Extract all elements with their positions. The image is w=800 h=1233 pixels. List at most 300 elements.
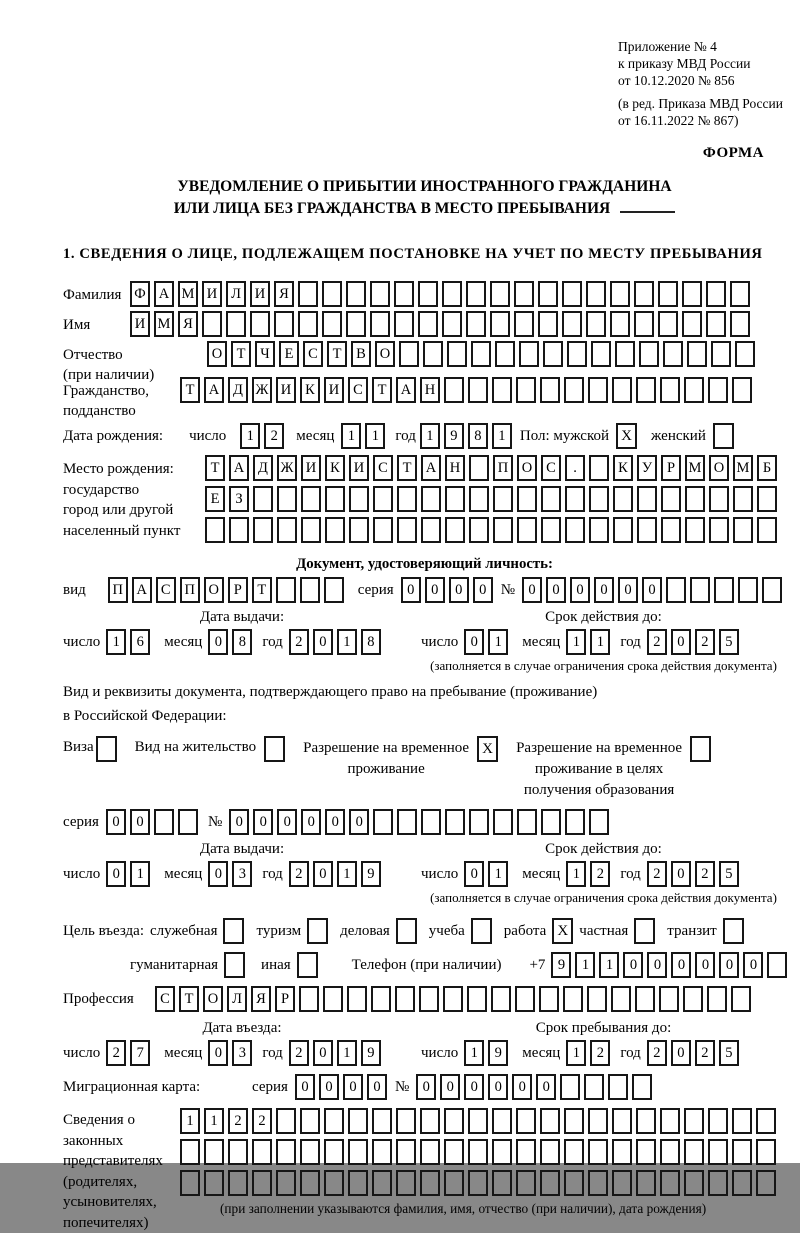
- char-cell: [565, 517, 585, 543]
- char-cell: И: [276, 377, 296, 403]
- char-cell: [589, 517, 609, 543]
- iddoc-valid-col: [421, 609, 786, 674]
- char-cell: 0: [319, 1074, 339, 1100]
- mc-number-label: №: [395, 1079, 409, 1096]
- edu-permit-label-line1: Разрешение на временное: [516, 738, 682, 759]
- char-cell: [276, 1108, 296, 1134]
- char-cell: [347, 986, 367, 1012]
- char-cell: [588, 377, 608, 403]
- representatives-label-line2: законных: [63, 1131, 180, 1152]
- char-cell: [298, 281, 318, 307]
- char-cell: [445, 809, 465, 835]
- char-cell: [682, 311, 702, 337]
- representatives-row2-cells: [180, 1139, 780, 1165]
- char-cell: 9: [361, 861, 381, 887]
- month-label: месяц: [296, 428, 334, 445]
- char-cell: П: [493, 455, 513, 481]
- char-cell: Т: [252, 577, 272, 603]
- char-cell: [517, 517, 537, 543]
- representatives-cell-rows: [180, 1108, 780, 1217]
- char-cell: 1: [420, 423, 440, 449]
- char-cell: [399, 341, 419, 367]
- char-cell: 0: [208, 629, 228, 655]
- char-cell: [276, 577, 296, 603]
- char-cell: 0: [401, 577, 421, 603]
- char-cell: [468, 1170, 488, 1196]
- char-cell: [370, 311, 390, 337]
- day-label: число: [421, 866, 458, 883]
- char-cell: [490, 311, 510, 337]
- char-cell: [636, 1108, 656, 1134]
- char-cell: [178, 809, 198, 835]
- char-cell: [492, 1139, 512, 1165]
- document-reference: [618, 38, 786, 129]
- char-cell: 1: [337, 1040, 357, 1066]
- iddoc-issue-line: [63, 629, 421, 655]
- day-label: число: [63, 866, 100, 883]
- char-cell: [445, 517, 465, 543]
- month-label: месяц: [164, 634, 202, 651]
- field-profession: [63, 986, 786, 1012]
- char-cell: 0: [295, 1074, 315, 1100]
- char-cell: [563, 986, 583, 1012]
- char-cell: 0: [570, 577, 590, 603]
- char-cell: [372, 1170, 392, 1196]
- char-cell: [421, 809, 441, 835]
- char-cell: [323, 986, 343, 1012]
- char-cell: [277, 517, 297, 543]
- entry-day-cells: [106, 1040, 154, 1066]
- char-cell: [301, 486, 321, 512]
- char-cell: 1: [106, 629, 126, 655]
- phone-label: Телефон (при наличии): [352, 957, 502, 974]
- year-label: год: [620, 1045, 640, 1062]
- permit-number-cells: [229, 809, 613, 835]
- char-cell: 1: [492, 423, 512, 449]
- month-label: месяц: [164, 866, 202, 883]
- char-cell: [708, 1108, 728, 1134]
- char-cell: 0: [349, 809, 369, 835]
- day-label: число: [63, 1045, 100, 1062]
- month-label: месяц: [522, 866, 560, 883]
- edu-permit-label-line2: проживание в целях: [516, 759, 682, 780]
- char-cell: [420, 1170, 440, 1196]
- doc-series-cells: [401, 577, 497, 603]
- char-cell: [493, 809, 513, 835]
- form-title-line2-text: ИЛИ ЛИЦА БЕЗ ГРАЖДАНСТВА В МЕСТО ПРЕБЫВАНИЯ: [174, 200, 610, 217]
- permit-valid-year-cells: [647, 861, 743, 887]
- residence-permit-checkbox: [264, 736, 285, 762]
- char-cell: 0: [671, 952, 691, 978]
- char-cell: [611, 986, 631, 1012]
- purpose-label: Цель въезда:: [63, 923, 144, 940]
- char-cell: О: [517, 455, 537, 481]
- char-cell: [543, 341, 563, 367]
- char-cell: [469, 486, 489, 512]
- char-cell: [370, 281, 390, 307]
- char-cell: [658, 281, 678, 307]
- char-cell: 0: [536, 1074, 556, 1100]
- char-cell: [349, 486, 369, 512]
- char-cell: [348, 1108, 368, 1134]
- char-cell: [756, 1170, 776, 1196]
- entry-date-heading: Дата въезда:: [63, 1020, 421, 1037]
- char-cell: [732, 377, 752, 403]
- char-cell: [539, 986, 559, 1012]
- char-cell: [584, 1074, 604, 1100]
- char-cell: [612, 1139, 632, 1165]
- char-cell: 0: [449, 577, 469, 603]
- char-cell: [394, 281, 414, 307]
- char-cell: [252, 1139, 272, 1165]
- mc-number-cells: [416, 1074, 656, 1100]
- char-cell: [252, 1170, 272, 1196]
- permit-valid-col: [421, 841, 786, 906]
- permit-valid-line: [421, 861, 786, 887]
- char-cell: [205, 517, 225, 543]
- char-cell: 1: [341, 423, 361, 449]
- char-cell: [711, 341, 731, 367]
- char-cell: 5: [719, 861, 739, 887]
- char-cell: [324, 1170, 344, 1196]
- char-cell: М: [154, 311, 174, 337]
- char-cell: У: [637, 455, 657, 481]
- char-cell: [540, 1170, 560, 1196]
- char-cell: 0: [229, 809, 249, 835]
- birthplace-cell-rows: [205, 455, 781, 548]
- char-cell: [324, 1108, 344, 1134]
- char-cell: [632, 1074, 652, 1100]
- char-cell: С: [303, 341, 323, 367]
- char-cell: 0: [343, 1074, 363, 1100]
- char-cell: 2: [590, 861, 610, 887]
- char-cell: 1: [488, 861, 508, 887]
- representatives-row1-cells: [180, 1108, 780, 1134]
- char-cell: 2: [228, 1108, 248, 1134]
- birth-day-cells: [240, 423, 288, 449]
- purpose-business-label: деловая: [340, 923, 390, 940]
- field-permit-number: [63, 809, 786, 835]
- permit-number-label: №: [208, 814, 222, 831]
- char-cell: [666, 577, 686, 603]
- char-cell: [586, 311, 606, 337]
- sex-male-label: Пол: мужской: [520, 428, 609, 445]
- char-cell: 1: [590, 629, 610, 655]
- char-cell: [730, 281, 750, 307]
- char-cell: Ф: [130, 281, 150, 307]
- char-cell: И: [202, 281, 222, 307]
- stay-until-line: [421, 1040, 786, 1066]
- permit-dates: [63, 841, 786, 906]
- char-cell: [250, 311, 270, 337]
- field-migration-card: [63, 1074, 786, 1100]
- char-cell: [540, 1139, 560, 1165]
- representatives-label-line5: усыновителях,: [63, 1192, 180, 1213]
- patronymic-cells: [207, 341, 759, 367]
- temp-permit-label-line1: Разрешение на временное: [303, 738, 469, 759]
- phone-cells: [551, 952, 791, 978]
- char-cell: А: [154, 281, 174, 307]
- char-cell: [709, 486, 729, 512]
- char-cell: [372, 1139, 392, 1165]
- char-cell: [564, 1108, 584, 1134]
- char-cell: 0: [425, 577, 445, 603]
- char-cell: 1: [337, 629, 357, 655]
- char-cell: 9: [361, 1040, 381, 1066]
- char-cell: 0: [546, 577, 566, 603]
- residence-doc-line2: в Российской Федерации:: [63, 704, 786, 728]
- char-cell: [396, 1139, 416, 1165]
- char-cell: [564, 1139, 584, 1165]
- char-cell: 1: [464, 1040, 484, 1066]
- representatives-label-line4: (родителях,: [63, 1172, 180, 1193]
- char-cell: 0: [313, 629, 333, 655]
- char-cell: [612, 1108, 632, 1134]
- purpose-study-label: учеба: [429, 923, 465, 940]
- char-cell: [466, 281, 486, 307]
- char-cell: 0: [671, 629, 691, 655]
- char-cell: [371, 986, 391, 1012]
- permit-issue-month-cells: [208, 861, 256, 887]
- birthplace-label-line4: населенный пункт: [63, 521, 205, 542]
- issue-date-heading: Дата выдачи:: [63, 841, 421, 858]
- char-cell: 0: [464, 861, 484, 887]
- char-cell: К: [300, 377, 320, 403]
- permit-series-cells: [106, 809, 202, 835]
- doc-valid-year-cells: [647, 629, 743, 655]
- char-cell: 2: [106, 1040, 126, 1066]
- char-cell: А: [421, 455, 441, 481]
- char-cell: Р: [275, 986, 295, 1012]
- char-cell: 0: [106, 809, 126, 835]
- char-cell: [613, 517, 633, 543]
- char-cell: 2: [289, 861, 309, 887]
- char-cell: [444, 1108, 464, 1134]
- form-title-line1: УВЕДОМЛЕНИЕ О ПРИБЫТИИ ИНОСТРАННОГО ГРАЖДАНИНА: [63, 176, 786, 198]
- doc-series-label: серия: [358, 582, 394, 599]
- char-cell: 1: [337, 861, 357, 887]
- char-cell: [346, 311, 366, 337]
- entry-date-line: [63, 1040, 421, 1066]
- char-cell: 0: [618, 577, 638, 603]
- char-cell: С: [541, 455, 561, 481]
- char-cell: 1: [575, 952, 595, 978]
- char-cell: 1: [240, 423, 260, 449]
- char-cell: [442, 281, 462, 307]
- char-cell: [634, 281, 654, 307]
- char-cell: [396, 1170, 416, 1196]
- month-label: месяц: [522, 1045, 560, 1062]
- char-cell: [516, 1139, 536, 1165]
- char-cell: [444, 1170, 464, 1196]
- stay-until-col: [421, 1020, 786, 1066]
- char-cell: 3: [232, 1040, 252, 1066]
- char-cell: [733, 486, 753, 512]
- char-cell: [730, 311, 750, 337]
- char-cell: О: [207, 341, 227, 367]
- char-cell: [421, 486, 441, 512]
- char-cell: М: [733, 455, 753, 481]
- char-cell: Р: [228, 577, 248, 603]
- name-label: Имя: [63, 311, 130, 335]
- char-cell: [444, 377, 464, 403]
- char-cell: [418, 281, 438, 307]
- char-cell: 5: [719, 629, 739, 655]
- char-cell: [541, 517, 561, 543]
- char-cell: [372, 1108, 392, 1134]
- char-cell: [300, 1108, 320, 1134]
- char-cell: [636, 1170, 656, 1196]
- visa-label: Виза: [63, 736, 94, 756]
- char-cell: [491, 986, 511, 1012]
- char-cell: Н: [445, 455, 465, 481]
- doc-number-cells: [522, 577, 786, 603]
- char-cell: [564, 1170, 584, 1196]
- char-cell: [663, 341, 683, 367]
- title-blank-underline: [620, 211, 675, 213]
- char-cell: [738, 577, 758, 603]
- char-cell: 0: [671, 861, 691, 887]
- ref-line: от 10.12.2020 № 856: [618, 72, 786, 89]
- char-cell: [732, 1170, 752, 1196]
- permit-issue-line: [63, 861, 421, 887]
- char-cell: Ч: [255, 341, 275, 367]
- purpose-work-label: работа: [504, 923, 547, 940]
- char-cell: [204, 1170, 224, 1196]
- stay-month-cells: [566, 1040, 614, 1066]
- char-cell: Т: [179, 986, 199, 1012]
- char-cell: [421, 517, 441, 543]
- purpose-work-checkbox: X: [552, 918, 573, 944]
- doc-kind-label: вид: [63, 582, 101, 599]
- char-cell: 2: [590, 1040, 610, 1066]
- char-cell: [589, 809, 609, 835]
- sex-male-checkbox: X: [616, 423, 637, 449]
- char-cell: 2: [647, 861, 667, 887]
- char-cell: [226, 311, 246, 337]
- char-cell: Ж: [277, 455, 297, 481]
- char-cell: [492, 1108, 512, 1134]
- char-cell: [684, 1139, 704, 1165]
- field-surname: [63, 281, 786, 307]
- purpose-transit-label: транзит: [667, 923, 716, 940]
- char-cell: И: [130, 311, 150, 337]
- char-cell: О: [375, 341, 395, 367]
- char-cell: [541, 809, 561, 835]
- char-cell: [467, 986, 487, 1012]
- char-cell: [588, 1170, 608, 1196]
- temp-permit-label: [303, 736, 469, 780]
- field-birthdate-sex: [63, 423, 786, 449]
- char-cell: Н: [420, 377, 440, 403]
- char-cell: [419, 986, 439, 1012]
- year-label: год: [620, 866, 640, 883]
- char-cell: М: [178, 281, 198, 307]
- citizenship-label-line2: подданство: [63, 401, 180, 421]
- char-cell: [708, 1170, 728, 1196]
- char-cell: [322, 311, 342, 337]
- representatives-label-line1: Сведения о: [63, 1110, 180, 1131]
- char-cell: [636, 377, 656, 403]
- char-cell: 9: [488, 1040, 508, 1066]
- iddoc-heading: Документ, удостоверяющий личность:: [63, 556, 786, 573]
- temp-permit-label-line2: проживание: [303, 759, 469, 780]
- field-representatives: [63, 1108, 786, 1233]
- char-cell: 1: [566, 1040, 586, 1066]
- char-cell: [591, 341, 611, 367]
- char-cell: [373, 517, 393, 543]
- char-cell: [610, 281, 630, 307]
- char-cell: [565, 486, 585, 512]
- year-label: год: [262, 1045, 282, 1062]
- name-cells: [130, 311, 754, 337]
- char-cell: 5: [719, 1040, 739, 1066]
- citizenship-cells: [180, 377, 756, 403]
- stay-year-cells: [647, 1040, 743, 1066]
- char-cell: О: [709, 455, 729, 481]
- char-cell: [660, 1139, 680, 1165]
- char-cell: [684, 1170, 704, 1196]
- char-cell: [685, 486, 705, 512]
- char-cell: [659, 986, 679, 1012]
- char-cell: [586, 281, 606, 307]
- char-cell: Б: [757, 455, 777, 481]
- doc-issue-day-cells: [106, 629, 154, 655]
- representatives-label-line3: представителях: [63, 1151, 180, 1172]
- char-cell: [397, 486, 417, 512]
- char-cell: 0: [130, 809, 150, 835]
- permit-valid-day-cells: [464, 861, 512, 887]
- char-cell: 0: [106, 861, 126, 887]
- char-cell: [443, 986, 463, 1012]
- char-cell: [420, 1108, 440, 1134]
- iddoc-issue-col: [63, 609, 421, 674]
- char-cell: [660, 1108, 680, 1134]
- birthplace-label-line3: город или другой: [63, 500, 205, 521]
- char-cell: Я: [178, 311, 198, 337]
- char-cell: 6: [130, 629, 150, 655]
- char-cell: 2: [264, 423, 284, 449]
- char-cell: [661, 517, 681, 543]
- char-cell: 0: [367, 1074, 387, 1100]
- char-cell: [517, 809, 537, 835]
- char-cell: С: [373, 455, 393, 481]
- char-cell: [541, 486, 561, 512]
- visa-checkbox: [96, 736, 117, 762]
- char-cell: Т: [180, 377, 200, 403]
- char-cell: [397, 809, 417, 835]
- citizenship-label-line1: Гражданство,: [63, 381, 180, 401]
- char-cell: [709, 517, 729, 543]
- char-cell: [324, 577, 344, 603]
- char-cell: [515, 986, 535, 1012]
- day-label: число: [189, 428, 226, 445]
- form-title: [63, 176, 786, 220]
- char-cell: 1: [365, 423, 385, 449]
- char-cell: 2: [695, 1040, 715, 1066]
- char-cell: [394, 311, 414, 337]
- char-cell: [687, 341, 707, 367]
- char-cell: [469, 809, 489, 835]
- phone-prefix: +7: [529, 957, 545, 974]
- char-cell: [397, 517, 417, 543]
- surname-cells: [130, 281, 754, 307]
- char-cell: [540, 377, 560, 403]
- char-cell: [466, 311, 486, 337]
- char-cell: Я: [274, 281, 294, 307]
- char-cell: [610, 311, 630, 337]
- permit-valid-month-cells: [566, 861, 614, 887]
